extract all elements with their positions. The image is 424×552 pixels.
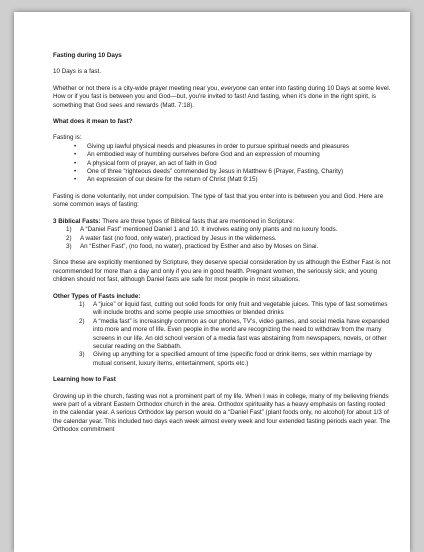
list-text: A “media fast” is increasingly common as our phones, TV’s, video games, and social media have expanded into more and more of life. Even people in the world are recognizing the need to withdraw from the many screens in our life. An old school version of a media fast was abstaining from newspapers, novels, or other secular reading on the Sabbath.	[93, 317, 390, 350]
learning-heading: Learning how to Fast	[53, 376, 116, 384]
biblical-fasts-intro	[53, 218, 391, 226]
other-fasts-heading: Other Types of Fasts include:	[53, 292, 141, 300]
document-body	[53, 52, 391, 435]
list-item	[66, 243, 391, 251]
list-number: 1)	[66, 226, 72, 234]
invitation-emphasis: everyone	[220, 84, 247, 92]
list-item	[79, 318, 391, 352]
list-text: Giving up anything for a specified amount of time (specific food or drink items, sex within marriage by mutual consent, luxury items, entertainment, sports etc.)	[93, 351, 372, 367]
list-item: • An expression of our desire for the return of Christ (Matt 9:15)	[74, 176, 391, 184]
list-number: 2)	[66, 234, 72, 242]
fasting-definition-list	[53, 143, 391, 185]
section-heading-what: What does it mean to fast?	[53, 118, 133, 126]
list-number: 3)	[79, 351, 85, 359]
list-item	[66, 226, 391, 234]
list-text: An “Esther Fast”, (no food, no water), practiced by Esther and also by Moses on Sinai.	[80, 242, 319, 250]
learning-paragraph: Growing up in the church, fasting was not a prominent part of my life. When I was in college, many of my believing friends were part of a vibrant Eastern Orthodox church in the area. Orthodox spirituality has a heavy emphasis on fasting rooted in the calendar year. A serious Orthodox lay person would do a “Daniel Fast” (plant foods only, no alcohol) for about 1/3 of the calendar year. This included two days each week almost every week and four extended fasting periods each year. The Orthodox commitment	[53, 392, 391, 434]
fasting-is-label: Fasting is:	[53, 134, 82, 142]
list-item	[79, 301, 391, 318]
list-item: • One of three “righteous deeds” commended by Jesus in Matthew 6 (Prayer, Fasting, Charity)	[74, 168, 391, 176]
document-page	[14, 12, 410, 552]
biblical-fasts-intro-text: There are three types of Biblical fasts that are mentioned in Scripture:	[100, 217, 295, 225]
invitation-text-a: Whether or not there is a city-wide prayer meeting near you,	[53, 84, 221, 92]
list-item	[66, 235, 391, 243]
intro-text: 10 Days is a fast.	[53, 68, 101, 76]
list-text: A “Daniel Fast” mentioned Daniel 1 and 10. It involves eating only plants and no luxury foods.	[80, 226, 338, 234]
biblical-fasts-heading: 3 Biblical Fasts:	[53, 217, 101, 225]
since-paragraph: Since these are explicitly mentioned by Scripture, they deserve special consideration by us although the Esther Fast is not recommended for more than a day and only if you are in good health. Pregnant women, the seriously sick, and young children should not fast, although Daniel fasts are safe for most people in most situations.	[53, 259, 391, 284]
list-number: 3)	[66, 242, 72, 250]
list-text: A “juice” or liquid fast, cutting out solid foods for only fruit and vegetable juices. This type of fast sometimes will include broths and some people use smoothies or blended drinks	[93, 300, 388, 317]
document-title: Fasting during 10 Days	[53, 52, 122, 59]
list-item: • A physical form of prayer, an act of faith in God	[74, 160, 391, 168]
list-item: • An embodied way of humbling ourselves before God and an expression of mourning	[74, 151, 391, 159]
list-text: A water fast (no food, only water), practiced by Jesus in the wilderness.	[80, 234, 277, 242]
voluntary-paragraph: Fasting is done voluntarily, not under compulsion. The type of fast that you enter into is between you and God. Here are some common ways of fasting:	[53, 192, 384, 209]
list-item	[79, 351, 391, 368]
biblical-fasts-list	[53, 226, 391, 251]
invitation-paragraph	[53, 85, 391, 110]
list-item: • Giving up lawful physical needs and pleasures in order to pursue spiritual needs and pleasures	[74, 143, 391, 151]
other-fasts-list	[53, 301, 391, 368]
list-number: 2)	[79, 317, 85, 325]
invitation-text-b: can enter into fasting during 10 Days at some level. How or if you fast is between you and God—but, you’re invited to fast! And fasting, when it’s done in the right spirit, is something that God sees and rewards (Matt. 7:18).	[53, 84, 391, 109]
list-number: 1)	[79, 300, 85, 308]
